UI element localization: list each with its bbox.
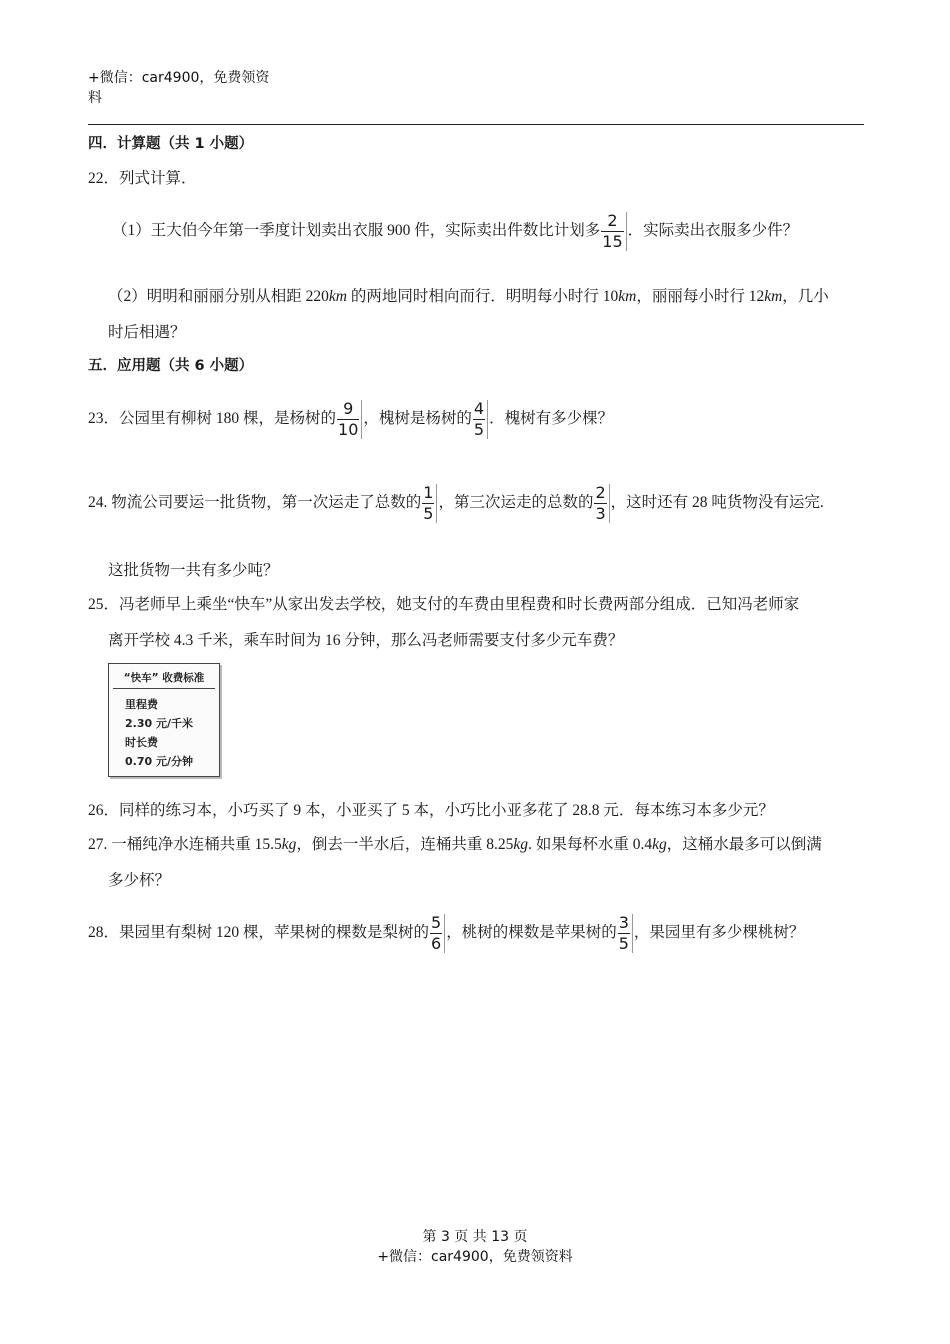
q27-line1 bbox=[88, 832, 822, 854]
fraction bbox=[337, 400, 362, 439]
fraction-numerator: 9 bbox=[343, 399, 354, 418]
fraction bbox=[601, 212, 626, 251]
unit-km: km bbox=[764, 288, 783, 305]
fraction bbox=[473, 400, 488, 439]
q23-text-c: ．槐树有多少棵？ bbox=[489, 410, 614, 428]
q22-part1-text-b: ．实际卖出衣服多少件？ bbox=[627, 222, 799, 240]
q26: 26．同样的练习本，小巧买了 9 本，小亚买了 5 本，小巧比小亚多花了 28.8 元．每本练习本多少元？ bbox=[88, 802, 774, 819]
mileage-rate: 2.30 元/千米 bbox=[125, 717, 193, 730]
q23-text-a: 23．公园里有柳树 180 棵，是杨树的 bbox=[88, 410, 337, 428]
mileage-label: 里程费 bbox=[125, 698, 158, 711]
fare-standard-card bbox=[108, 663, 220, 777]
time-label: 时长费 bbox=[125, 736, 158, 749]
fraction bbox=[618, 914, 633, 953]
fraction-numerator: 5 bbox=[431, 913, 442, 932]
q22-part2-text-b: 的两地同时相向而行．明明每小时行 10 bbox=[346, 288, 619, 305]
q25-line2: 离开学校 4.3 千米，乘车时间为 16 分钟，那么冯老师需要支付多少元车费？ bbox=[108, 632, 624, 649]
q22-part2-line1 bbox=[108, 284, 829, 306]
unit-kg: kg bbox=[281, 836, 297, 853]
q24-text-b: ，第三次运走的总数的 bbox=[438, 494, 594, 512]
footer-wechat: +微信：car4900，免费领资料 bbox=[377, 1249, 573, 1265]
unit-kg: kg bbox=[652, 836, 667, 853]
fraction-numerator: 1 bbox=[423, 483, 434, 502]
q25-line1: 25．冯老师早上乘坐“快车”从家出发去学校，她支付的车费由里程费和时长费两部分组成．已知冯老师家 bbox=[88, 596, 800, 613]
q22-part1 bbox=[112, 212, 798, 251]
section-5-title: 五．应用题（共 6 小题） bbox=[88, 358, 254, 374]
unit-km: km bbox=[618, 288, 637, 305]
q22-part2-line2: 时后相遇？ bbox=[108, 324, 186, 341]
q28 bbox=[88, 914, 804, 953]
unit-km: km bbox=[328, 288, 347, 305]
q27-line2: 多少杯？ bbox=[108, 872, 171, 889]
footer-page-number: 第 3 页 共 13 页 bbox=[422, 1229, 528, 1245]
q27-text-c: . 如果每杯水重 0.4 bbox=[528, 836, 653, 853]
header-wechat-line1: +微信：car4900，免费领资 bbox=[88, 70, 270, 86]
q24-line2: 这批货物一共有多少吨？ bbox=[108, 562, 279, 579]
fraction-numerator: 2 bbox=[595, 483, 606, 502]
fraction-denominator: 10 bbox=[338, 420, 359, 439]
fraction-denominator: 5 bbox=[423, 504, 434, 523]
fraction-denominator: 5 bbox=[473, 420, 485, 439]
q22-title: 22．列式计算． bbox=[88, 170, 197, 187]
q23 bbox=[88, 400, 613, 439]
q27-text-b: ，倒去一半水后，连桶共重 8.25 bbox=[296, 836, 514, 853]
header-divider bbox=[88, 124, 864, 125]
fraction bbox=[422, 484, 437, 523]
fraction bbox=[430, 914, 445, 953]
section-4-title: 四．计算题（共 1 小题） bbox=[88, 136, 254, 152]
fare-card-title: “快车” 收费标准 bbox=[113, 668, 215, 689]
q28-text-a: 28．果园里有梨树 120 棵，苹果树的棵数是梨树的 bbox=[88, 924, 430, 942]
q23-text-b: ，槐树是杨树的 bbox=[363, 410, 472, 428]
fraction-numerator: 2 bbox=[607, 211, 618, 230]
q22-part2-text-d: ，几小 bbox=[782, 288, 829, 305]
unit-kg: kg bbox=[513, 836, 529, 853]
q27-text-a: 27. 一桶纯净水连桶共重 15.5 bbox=[88, 836, 282, 853]
q24-text-c: ，这时还有 28 吨货物没有运完. bbox=[610, 494, 824, 512]
fraction bbox=[594, 484, 609, 523]
header-wechat-line2: 料 bbox=[88, 90, 102, 106]
q22-part2-text-a: （2）明明和丽丽分别从相距 220 bbox=[108, 288, 329, 305]
q28-text-c: ，果园里有多少棵桃树？ bbox=[633, 924, 805, 942]
fraction-numerator: 4 bbox=[473, 399, 485, 418]
fraction-denominator: 3 bbox=[595, 504, 606, 523]
fraction-denominator: 15 bbox=[602, 232, 623, 251]
q27-text-d: ，这桶水最多可以倒满 bbox=[666, 836, 822, 853]
fraction-denominator: 5 bbox=[618, 934, 629, 953]
q24-line1 bbox=[88, 484, 824, 523]
q22-part1-text-a: （1）王大伯今年第一季度计划卖出衣服 900 件，实际卖出件数比计划多 bbox=[112, 222, 601, 240]
fraction-denominator: 6 bbox=[431, 934, 442, 953]
fraction-numerator: 3 bbox=[618, 913, 629, 932]
q28-text-b: ，桃树的棵数是苹果树的 bbox=[446, 924, 617, 942]
q24-text-a: 24. 物流公司要运一批货物，第一次运走了总数的 bbox=[88, 494, 422, 512]
q22-part2-text-c: ，丽丽每小时行 12 bbox=[636, 288, 765, 305]
time-rate: 0.70 元/分钟 bbox=[125, 755, 193, 768]
